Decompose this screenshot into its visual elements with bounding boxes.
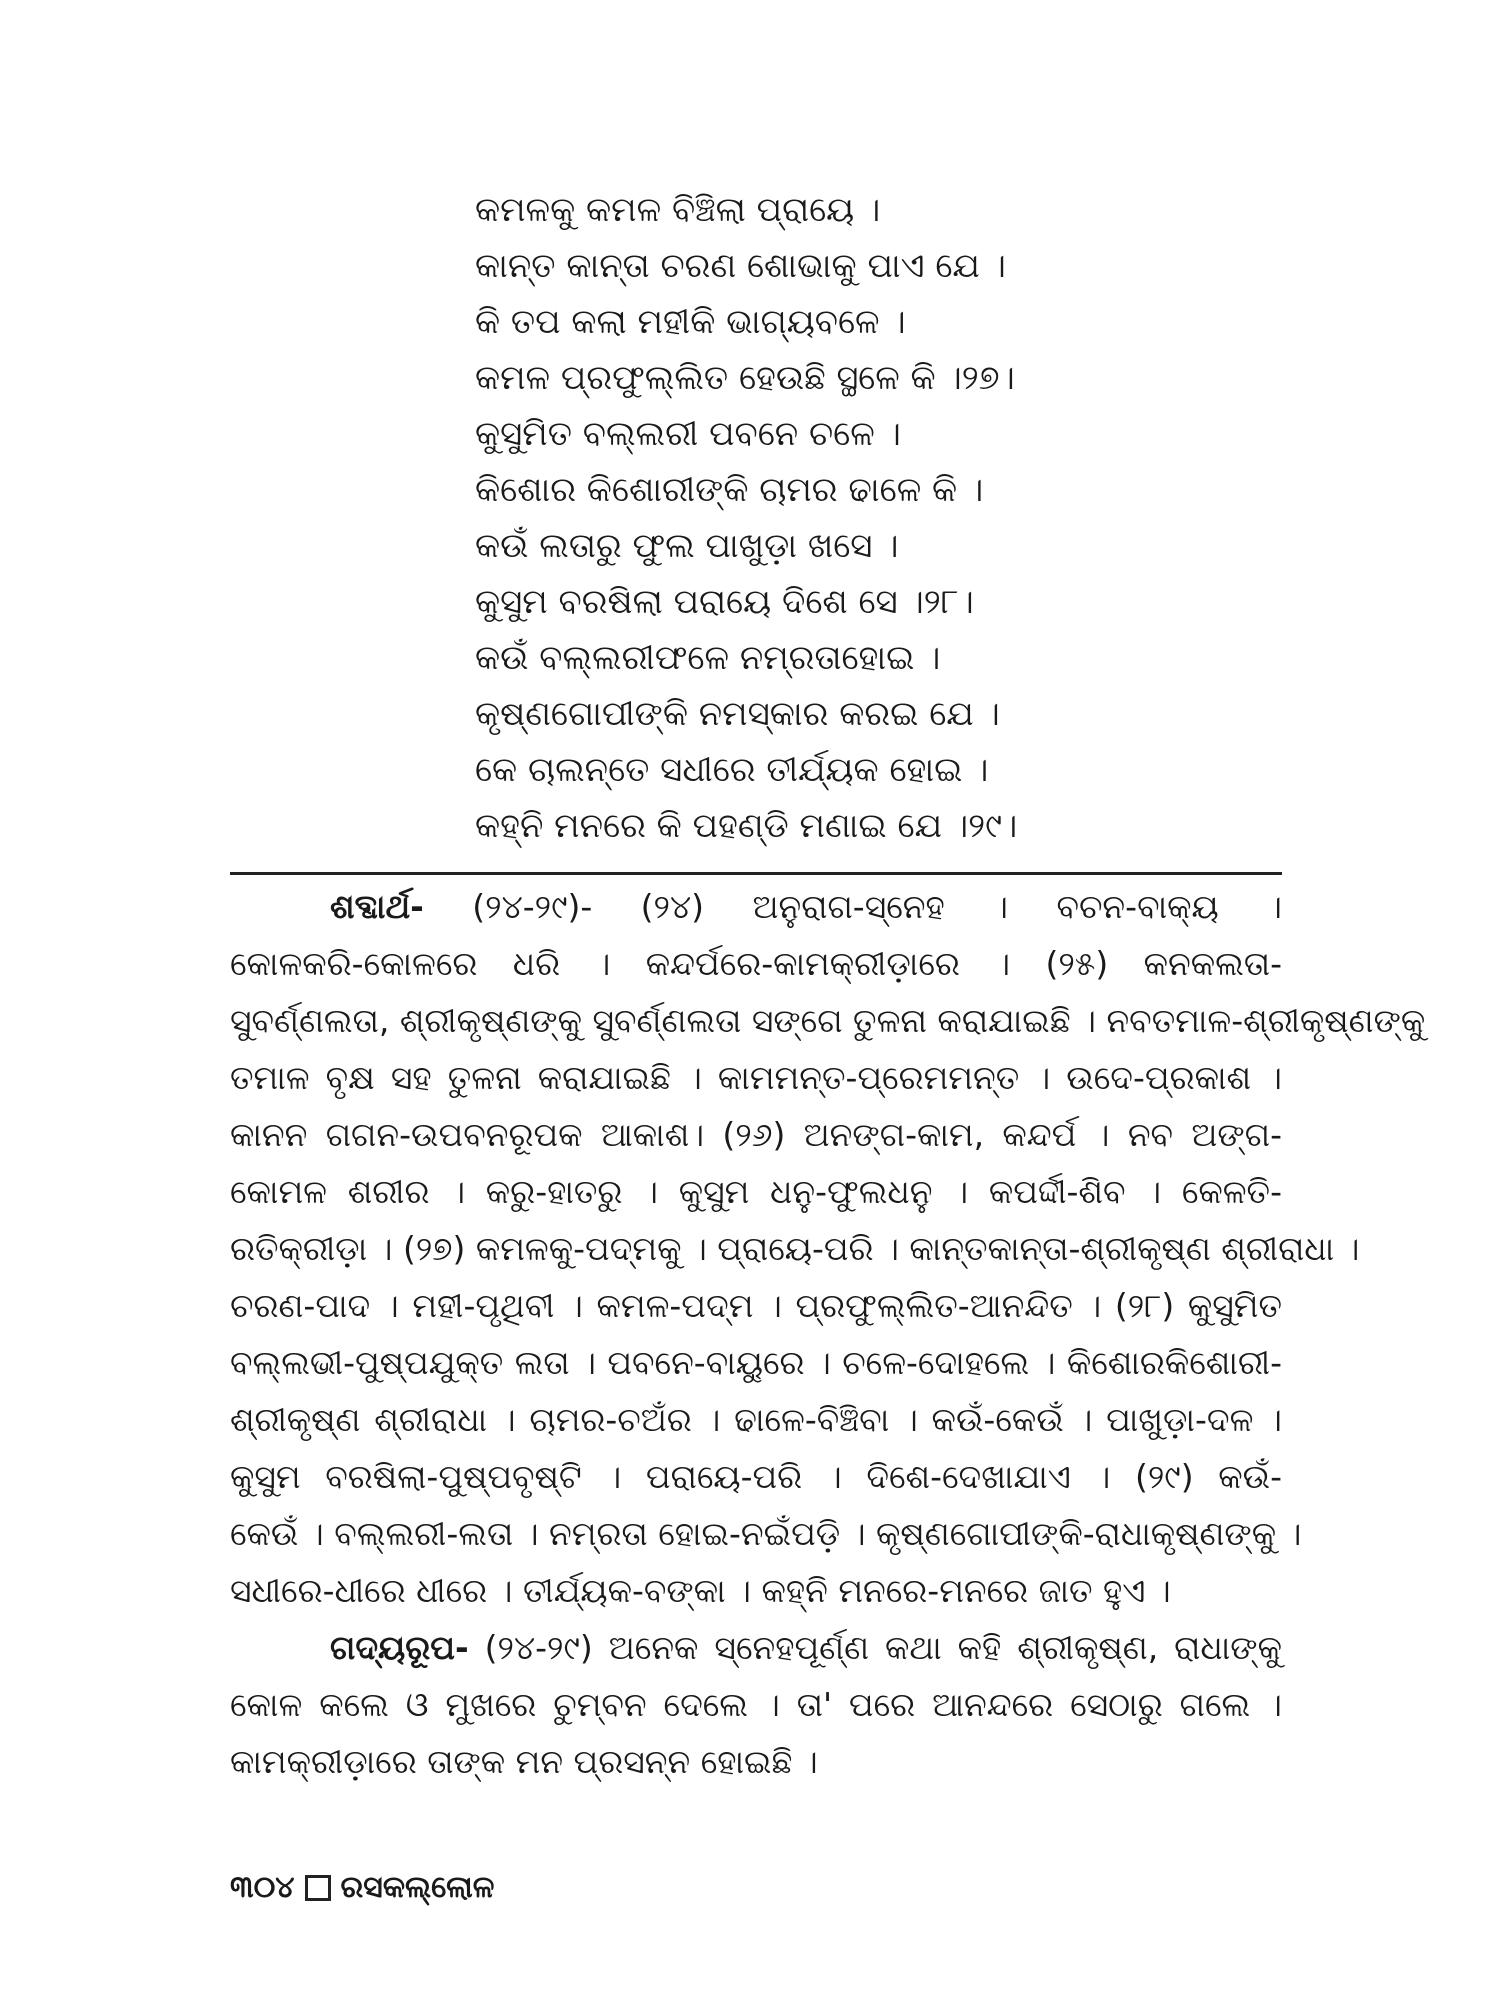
prose-line: କାମକ୍ରୀଡ଼ାରେ ତାଙ୍କ ମନ ପ୍ରସନ୍ନ ହୋଇଛି ।	[230, 1742, 818, 1781]
verse-line: କି ତପ କଲା ମହୀକି ଭାଗ୍ୟବଳେ ।	[475, 302, 906, 342]
glossary-line: କୋମଳ ଶରୀର । କରୁ-ହାତରୁ । କୁସୁମ ଧନୁ-ଫୁଲଧନୁ । କପର୍ଦ୍ଦୀ-ଶିବ । କେଳତି-	[230, 1172, 1282, 1211]
verse-line: କାନ୍ତ କାନ୍ତା ଚରଣ ଶୋଭାକୁ ପାଏ ଯେ ।	[475, 246, 1006, 286]
glossary-line: କେଉଁ । ବଲ୍ଲରୀ-ଲତା । ନମ୍ରତା ହୋଇ-ନଇଁପଡ଼ି । କୃଷ୍ଣଗୋପୀଙ୍କି-ରାଧାକୃଷ୍ଣଙ୍କୁ ।	[230, 1514, 1302, 1553]
verse-line: କଉଁ ଲତାରୁ ଫୁଲ ପାଖୁଡ଼ା ଖସେ ।	[475, 526, 899, 566]
prose-line: (୨୪-୨୯) ଅନେକ ସ୍ନେହପୂର୍ଣ୍ଣ କଥା କହି ଶ୍ରୀକୃଷ୍ଣ, ରାଧାଙ୍କୁ	[484, 1628, 1282, 1667]
glossary-line: କାନନ ଗଗନ-ଉପବନରୂପକ ଆକାଶ। (୨୬) ଅନଙ୍ଗ-କାମ, କନ୍ଦର୍ପ । ନବ ଅଙ୍ଗ-	[230, 1115, 1282, 1154]
verse-block	[475, 182, 1375, 854]
page-footer	[230, 1870, 494, 1905]
verse-line: କହ୍ନି ମନରେ କି ପହଣ୍ଡି ମଣାଇ ଯେ ।୨୯।	[475, 806, 1018, 846]
prose-first-line	[230, 1619, 1282, 1676]
verse-line: କମଳକୁ କମଳ ବିଞ୍ଚିଲା ପ୍ରାୟେ ।	[475, 190, 881, 230]
prose-line: କୋଳ କଲେ ଓ ମୁଖରେ ଚୁମ୍ବନ ଦେଲେ । ତା' ପରେ ଆନନ୍ଦରେ ସେଠାରୁ ଗଲେ ।	[230, 1685, 1282, 1724]
square-bullet-icon	[305, 1875, 331, 1901]
verse-line: କେ ଚାଲନ୍ତେ ସଧୀରେ ତୀର୍ଯ୍ୟକ ହୋଇ ।	[475, 750, 989, 790]
glossary-line: ସୁବର୍ଣ୍ଣଲତା, ଶ୍ରୀକୃଷ୍ଣଙ୍କୁ ସୁବର୍ଣ୍ଣଲତା ସଙ୍ଗେ ତୁଳନା କରାଯାଇଛି । ନବତମାଳ-ଶ୍ରୀକୃଷ୍ଣଙ୍କୁ	[230, 1001, 1426, 1040]
glossary-heading: ଶବ୍ଦାର୍ଥ-	[330, 887, 424, 926]
glossary-line: କୋଳକରି-କୋଳରେ ଧରି । କନ୍ଦର୍ପରେ-କାମକ୍ରୀଡ଼ାରେ । (୨୫) କନକଲତା-	[230, 944, 1282, 983]
verse-line: କମଳ ପ୍ରଫୁଲ୍ଲିତ ହେଉଛି ସ୍ଥଳେ କି ।୨୭।	[475, 358, 1015, 398]
glossary-line: ରତିକ୍ରୀଡ଼ା । (୨୭) କମଳକୁ-ପଦ୍ମକୁ । ପ୍ରାୟେ-ପରି । କାନ୍ତକାନ୍ତା-ଶ୍ରୀକୃଷ୍ଣ ଶ୍ରୀରାଧା ।	[230, 1229, 1360, 1268]
glossary-line: (୨୪-୨୯)- (୨୪) ଅନୁରାଗ-ସ୍ନେହ । ବଚନ-ବାକ୍ୟ ।	[472, 887, 1282, 926]
glossary-line: ତମାଳ ବୃକ୍ଷ ସହ ତୁଳନା କରାଯାଇଛି । କାମମନ୍ତ-ପ୍ରେମମନ୍ତ । ଉଦେ-ପ୍ରକାଶ ।	[230, 1058, 1282, 1097]
glossary-line: ଶ୍ରୀକୃଷ୍ଣ ଶ୍ରୀରାଧା । ଚାମର-ଚଅଁର । ଢାଳେ-ବିଞ୍ଚିବା । କଉଁ-କେଉଁ । ପାଖୁଡ଼ା-ଦଳ ।	[230, 1400, 1282, 1439]
verse-line: କଉଁ ବଲ୍ଲରୀଫଳେ ନମ୍ରତାହୋଇ ।	[475, 638, 941, 678]
prose-rendering-section	[230, 1619, 1282, 1790]
verse-line: କୁସୁମ ବରଷିଲା ପରାୟେ ଦିଶେ ସେ ।୨୮।	[475, 582, 974, 622]
glossary-section	[230, 878, 1426, 1619]
page-number: ୩୦୪	[230, 1870, 295, 1905]
glossary-line: ବଲ୍ଲଭୀ-ପୁଷ୍ପଯୁକ୍ତ ଲତା । ପବନେ-ବାୟୁରେ । ଚଳେ-ଦୋହଲେ । କିଶୋରକିଶୋରୀ-	[230, 1343, 1282, 1382]
section-divider	[230, 872, 1282, 875]
book-title: ରସକଲ୍ଲୋଳ	[340, 1870, 495, 1905]
glossary-line: କୁସୁମ ବରଷିଲା-ପୁଷ୍ପବୃଷ୍ଟି । ପରାୟେ-ପରି । ଦିଶେ-ଦେଖାଯାଏ । (୨୯) କଉଁ-	[230, 1457, 1282, 1496]
prose-heading: ଗଦ୍ୟରୂପ-	[330, 1628, 469, 1667]
glossary-line: ସଧୀରେ-ଧୀରେ ଧୀରେ । ତୀର୍ଯ୍ୟକ-ବଙ୍କା । କହ୍ନି ମନରେ-ମନରେ ଜାତ ହୁଏ ।	[230, 1571, 1171, 1610]
glossary-line: ଚରଣ-ପାଦ । ମହୀ-ପୃଥିବୀ । କମଳ-ପଦ୍ମ । ପ୍ରଫୁଲ୍ଲିତ-ଆନନ୍ଦିତ । (୨୮) କୁସୁମିତ	[230, 1286, 1282, 1325]
verse-line: କିଶୋର କିଶୋରୀଙ୍କି ଚାମର ଢାଳେ କି ।	[475, 470, 984, 510]
glossary-first-line	[230, 878, 1282, 935]
verse-line: କୁସୁମିତ ବଲ୍ଲରୀ ପବନେ ଚଳେ ।	[475, 414, 901, 454]
verse-line: କୃଷ୍ଣଗୋପୀଙ୍କି ନମସ୍କାର କରଇ ଯେ ।	[475, 694, 1000, 734]
